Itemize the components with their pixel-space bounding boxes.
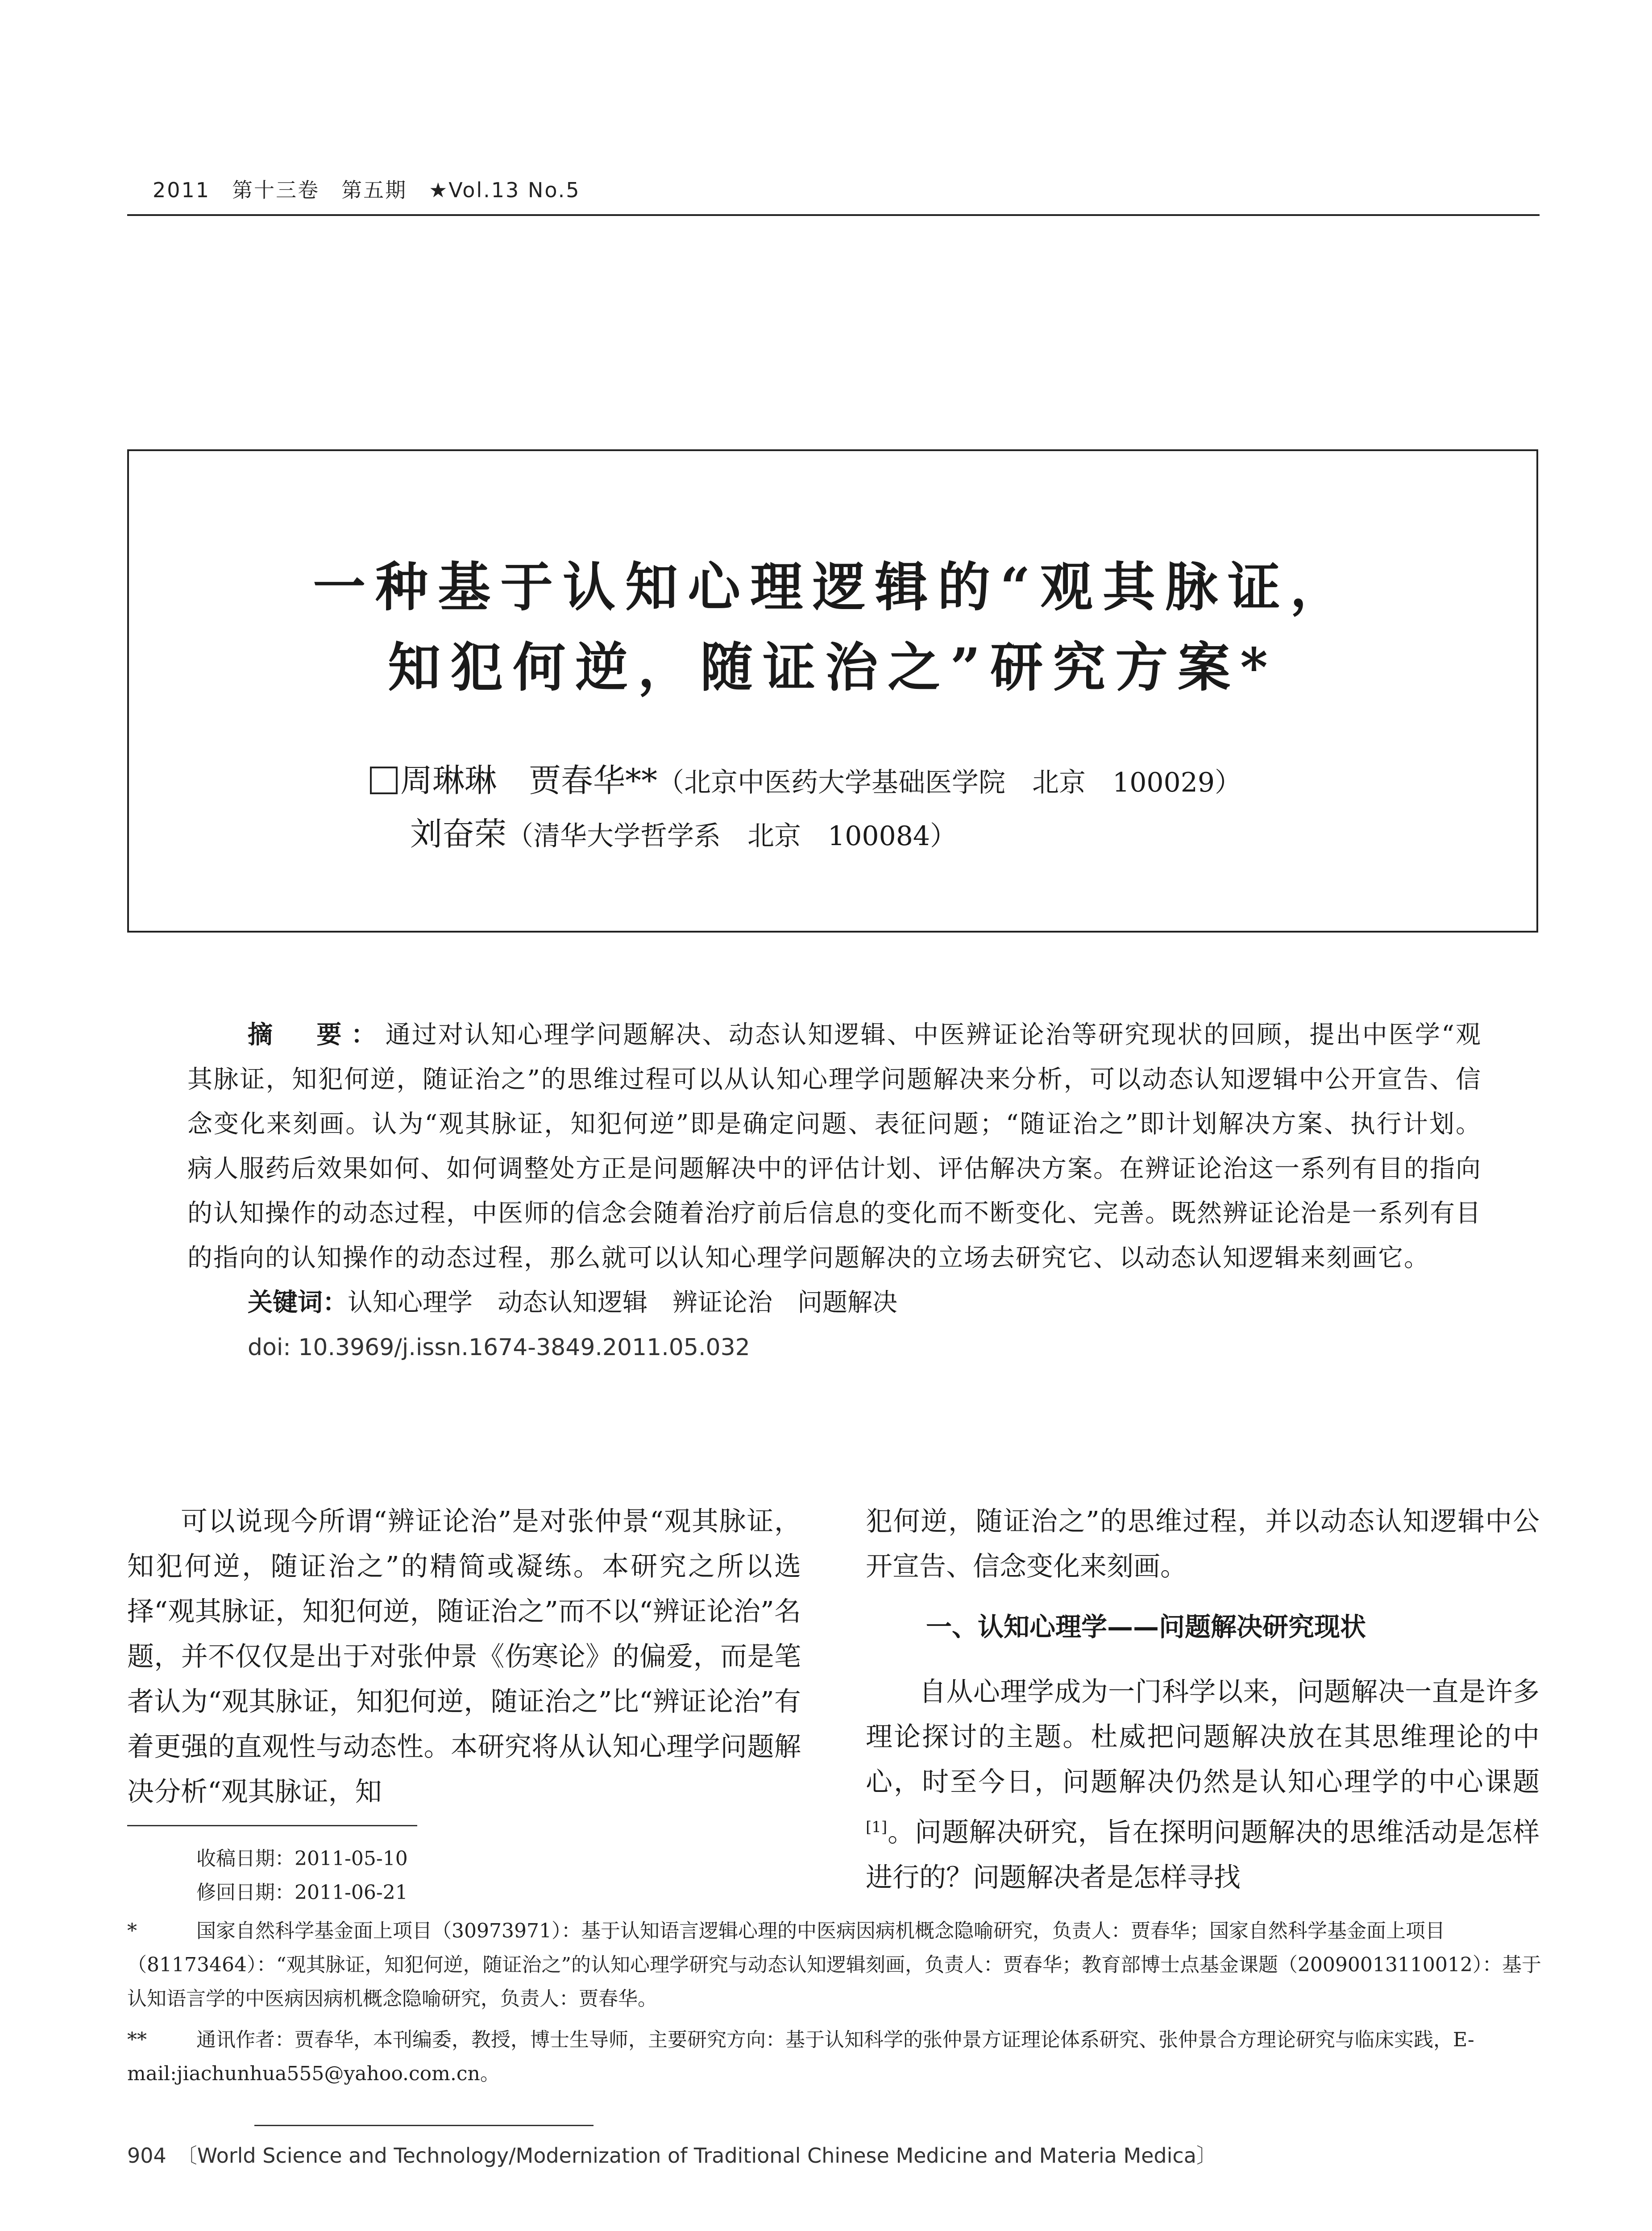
right-column bbox=[866, 1499, 1540, 1900]
body-paragraph: 可以说现今所谓“辨证论治”是对张仲景“观其脉证，知犯何逆，随证治之”的精简或凝练。本研究之所以选择“观其脉证，知犯何逆，随证治之”而不以“辨证论治”名题，并不仅仅是出于对张仲景《伤寒论》的偏爱，而是笔者认为“观其脉证，知犯何逆，随证治之”比“辨证论治”有着更强的直观性与动态性。本研究将从认知心理学问题解决分析“观其脉证，知 bbox=[127, 1506, 801, 1808]
author-box-icon bbox=[370, 767, 398, 794]
left-column bbox=[127, 1499, 801, 1815]
header-rule bbox=[127, 214, 1540, 216]
title-line-2: 知犯何逆，随证治之”研究方案* bbox=[388, 636, 1278, 698]
footnote-mark: ** bbox=[127, 2028, 147, 2051]
doi-line: doi: 10.3969/j.issn.1674-3849.2011.05.032 bbox=[248, 1334, 750, 1361]
authors-line-2 bbox=[410, 808, 957, 854]
footnote-text: 通讯作者：贾春华，本刊编委，教授，博士生导师，主要研究方向：基于认知科学的张仲景方证理论体系研究、张仲景合方理论研究与临床实践，E-mail:jiachunhua555@yahoo.com.cn。 bbox=[127, 2028, 1474, 2085]
title-line-1: 一种基于认知心理逻辑的“观其脉证， bbox=[313, 556, 1353, 618]
citation-ref[interactable]: [1] bbox=[866, 1818, 888, 1836]
received-date: 收稿日期：2011-05-10 bbox=[196, 1847, 408, 1870]
abstract-block bbox=[187, 1013, 1482, 1370]
paragraph-text: 。问题解决研究，旨在探明问题解决的思维活动是怎样进行的？问题解决者是怎样寻找 bbox=[866, 1817, 1540, 1893]
section-heading: 一、认知心理学——问题解决研究现状 bbox=[926, 1612, 1366, 1642]
footnote-rule bbox=[254, 2125, 594, 2126]
authors-line-1 bbox=[370, 755, 1241, 801]
keywords-label: 关键词： bbox=[248, 1288, 348, 1317]
footnote-mark: * bbox=[127, 1920, 137, 1942]
author-affiliation: （北京中医药大学基础医学院 北京 100029） bbox=[657, 767, 1242, 798]
footnote-rule bbox=[127, 1825, 417, 1826]
revised-date: 修回日期：2011-06-21 bbox=[196, 1881, 408, 1904]
keywords-text: 认知心理学 动态认知逻辑 辨证论治 问题解决 bbox=[348, 1288, 897, 1317]
body-paragraph bbox=[866, 1670, 1540, 1900]
footnote-text: 国家自然科学基金面上项目（30973971）：基于认知语言逻辑心理的中医病因病机概念隐喻研究，负责人：贾春华；国家自然科学基金面上项目（81173464）：“观其脉证，知犯何逆，随证治之”的认知心理学研究与动态认知逻辑刻画，负责人：贾春华；教育部博士点基金课题（20090013110012）：基于认知语言学的中医病因病机概念隐喻研究，负责人：贾春华。 bbox=[127, 1920, 1541, 2010]
title-box bbox=[127, 449, 1538, 933]
running-header: 2011 第十三卷 第五期 ★Vol.13 No.5 bbox=[153, 178, 581, 202]
abstract-text bbox=[187, 1013, 1482, 1281]
abstract-body: 通过对认知心理学问题解决、动态认知逻辑、中医辨证论治等研究现状的回顾，提出中医学“观其脉证，知犯何逆，随证治之”的思维过程可以从认知心理学问题解决来分析，可以动态认知逻辑中公开宣告、信念变化来刻画。认为“观其脉证，知犯何逆”即是确定问题、表征问题；“随证治之”即计划解决方案、执行计划。病人服药后效果如何、如何调整处方正是问题解决中的评估计划、评估解决方案。在辨证论治这一系列有目的指向的认知操作的动态过程，中医师的信念会随着治疗前后信息的变化而不断变化、完善。既然辨证论治是一系列有目的指向的认知操作的动态过程，那么就可以认知心理学问题解决的立场去研究它、以动态认知逻辑来刻画它。 bbox=[187, 1020, 1482, 1273]
body-paragraph: 犯何逆，随证治之”的思维过程，并以动态认知逻辑中公开宣告、信念变化来刻画。 bbox=[866, 1506, 1540, 1582]
page-footer: 904 〔World Science and Technology/Modernization of Traditional Chinese Medicine and Materia Medica〕 bbox=[127, 2144, 1217, 2168]
author-affiliation: （清华大学哲学系 北京 100084） bbox=[506, 821, 957, 852]
funding-footnote bbox=[127, 1914, 1542, 2016]
author-names: 周琳琳 贾春华** bbox=[400, 762, 658, 799]
keywords-line bbox=[248, 1281, 1482, 1325]
abstract-label: 摘 要： bbox=[248, 1020, 386, 1049]
author-name: 刘奋荣 bbox=[410, 815, 507, 853]
correspondence-footnote bbox=[127, 2023, 1542, 2091]
paragraph-text: 自从心理学成为一门科学以来，问题解决一直是许多理论探讨的主题。杜威把问题解决放在其思维理论的中心，时至今日，问题解决仍然是认知心理学的中心课题 bbox=[866, 1676, 1540, 1798]
